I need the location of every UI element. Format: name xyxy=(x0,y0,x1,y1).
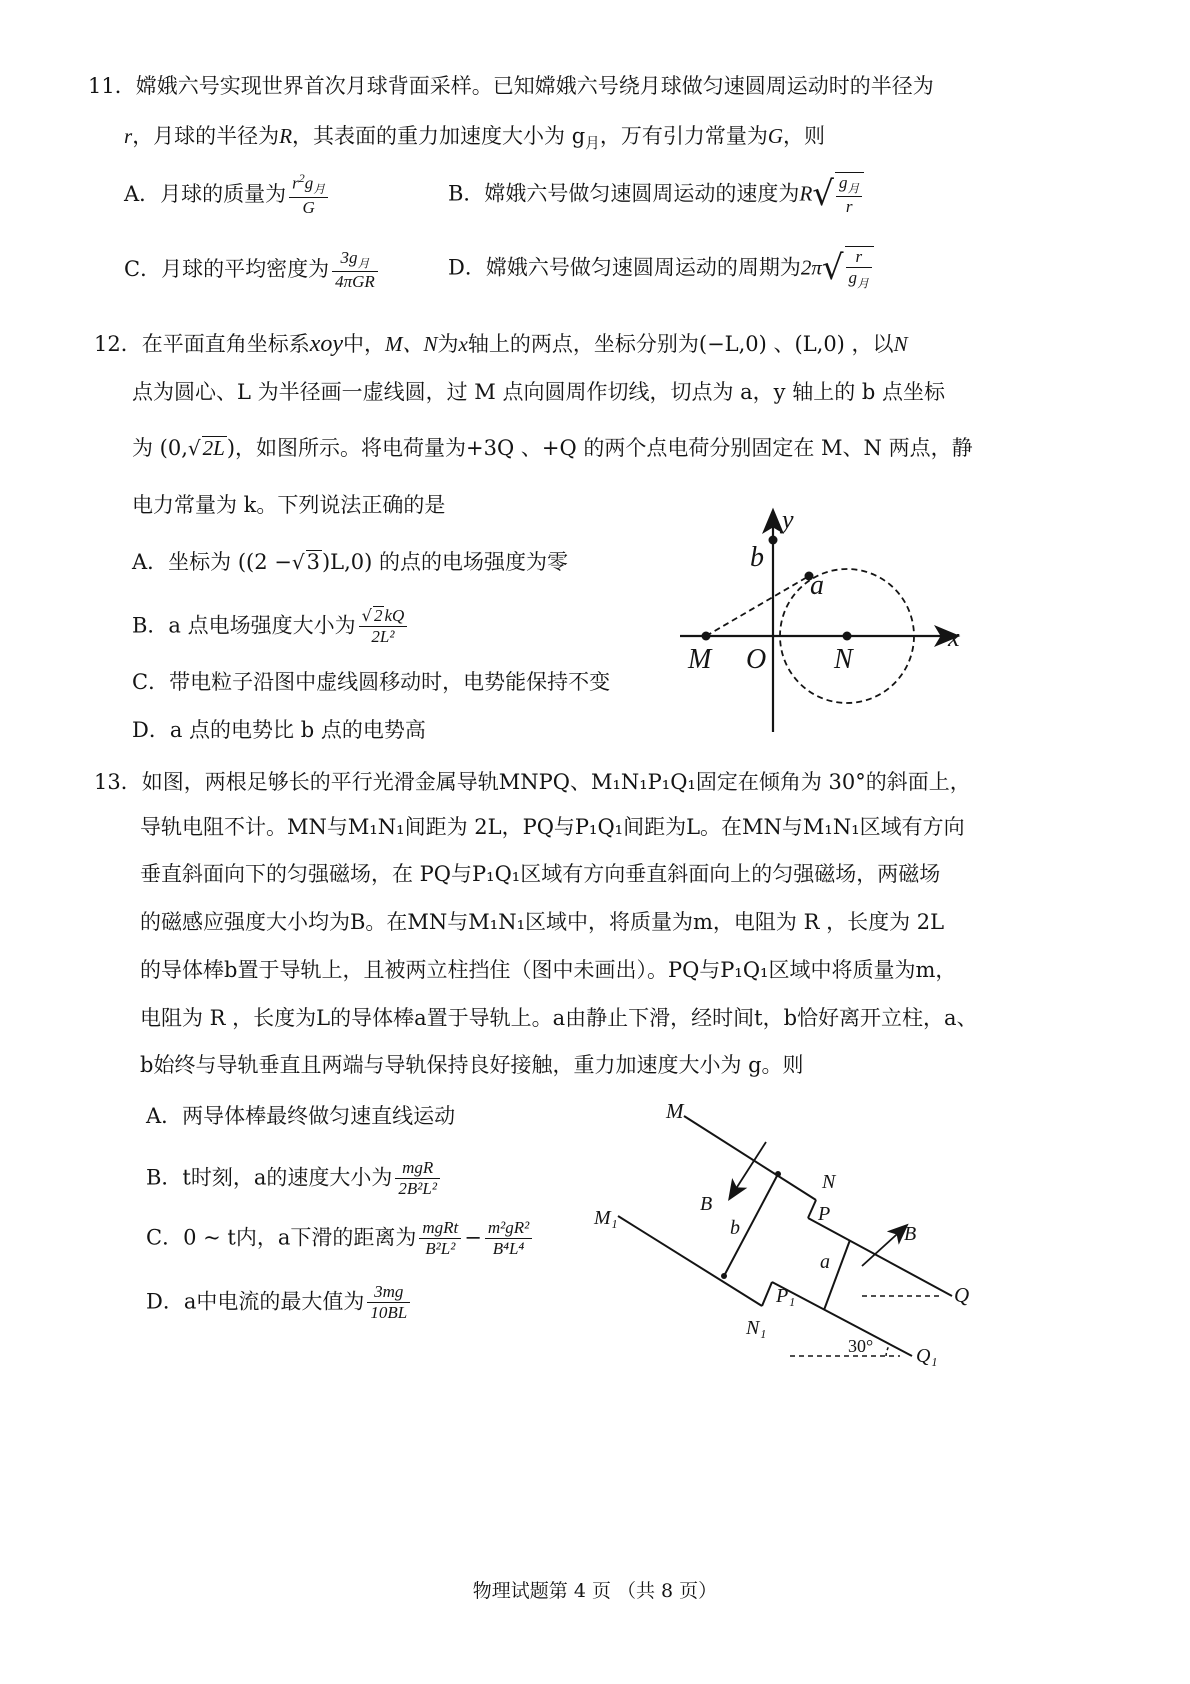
q13-label-Q1: Q₁ xyxy=(916,1345,938,1367)
q11-stem-text-1: 11．嫦娥六号实现世界首次月球背面采样。已知嫦娥六号绕月球做匀速圆周运动时的半径为 xyxy=(88,74,934,98)
q11-option-d-den: $g_月$ xyxy=(848,267,869,290)
q11-option-b: B．嫦娥六号做匀速圆周运动的速度为R√ $\frac{g_月}{r}$ xyxy=(448,172,864,217)
q13-line7: b始终与导轨垂直且两端与导轨保持良好接触，重力加速度大小为 g。则 xyxy=(140,1053,804,1077)
q11-stem-line2 xyxy=(124,124,825,153)
q11-sym-r: r xyxy=(124,124,133,148)
q13-option-b: B．t时刻，a的速度大小为 $\frac{\text{mgR}}{\text{2B²L²}}$ xyxy=(146,1158,443,1198)
q12-label-x: x xyxy=(948,623,960,652)
q12-option-a-sqrt: 3 xyxy=(306,550,320,574)
q12-option-b-frac xyxy=(359,606,408,646)
q12-line3: 为 (0,√2L)，如图所示。将电荷量为+3Q 、+Q 的两个点电荷分别固定在 M、N 两点，静 xyxy=(132,436,973,460)
q13-label-N1: N₁ xyxy=(746,1317,767,1339)
q12-line1-a: 12．在平面直角坐标系 xyxy=(94,332,310,356)
q11-option-b-num: $g_月$ xyxy=(836,173,862,197)
q12-line1-xoy: xoy xyxy=(309,331,344,357)
q13-label-rod-b: b xyxy=(730,1217,740,1239)
q13-label-rod-a: a xyxy=(820,1251,830,1273)
q11-option-c xyxy=(124,248,381,292)
q11-option-d-num: r xyxy=(846,247,872,268)
q12-label-N: N xyxy=(834,644,853,675)
q12-option-b: B．a 点电场强度大小为 $\frac{√ 2 kQ}{\text{2L²}}$ xyxy=(132,606,410,646)
q11-stem-text-2c: ，万有引力常量为 xyxy=(599,124,768,148)
q13-option-d: D．a中电流的最大值为 $\frac{3mg}{10BL}$ xyxy=(146,1282,413,1322)
q12-label-M: M xyxy=(688,644,712,675)
q12-line2-text: 点为圆心、L 为半径画一虚线圆，过 M 点向圆周作切线，切点为 a，y 轴上的 b 点坐标 xyxy=(132,380,945,404)
q13-line4: 的磁感应强度大小均为B。在MN与M₁N₁区域中，将质量为m，电阻为 R ，长度为 2L xyxy=(140,910,945,934)
q11-stem-text-2d: ，则 xyxy=(783,124,826,148)
q11-stem-text-2b: ，其表面的重力加速度大小为 g xyxy=(292,124,586,148)
q11-option-b-den: r xyxy=(845,197,853,217)
q13-option-c-frac2: $\frac{\text{m²gR²}}{\text{B⁴L⁴}}$ xyxy=(485,1218,532,1258)
q12-option-a: A．坐标为 ((2 −√3)L,0) 的点的电场强度为零 xyxy=(132,550,568,574)
q11-option-c-frac xyxy=(332,248,378,292)
q12-option-b-den: 2L² xyxy=(371,626,395,646)
q11-sym-G: G xyxy=(767,124,784,148)
q13-option-b-frac: $\frac{\text{mgR}}{\text{2B²L²}}$ xyxy=(395,1158,440,1198)
page-footer-text: 物理试题第 4 页 （共 8 页） xyxy=(472,1580,718,1602)
q13-line6: 电阻为 R ，长度为L的导体棒a置于导轨上。a由静止下滑，经时间t，b恰好离开立柱，a、 xyxy=(140,1006,978,1030)
q12-line4 xyxy=(132,493,445,518)
q12-option-c xyxy=(132,670,610,695)
q11-option-d: D．嫦娥六号做匀速圆周运动的周期为2π√ $\frac{r}{g_月}$ xyxy=(448,246,874,291)
q13-line2: 导轨电阻不计。MN与M₁N₁间距为 2L，PQ与P₁Q₁间距为L。在MN与M₁N₁区域有方向 xyxy=(140,815,965,839)
q12-line2 xyxy=(132,380,945,405)
q12-line1: 12．在平面直角坐标系xoy中，M、N为x轴上的两点，坐标分别为(−L,0) 、(L,0) ，以N xyxy=(94,331,908,357)
q12-option-c-text: C．带电粒子沿图中虚线圆移动时，电势能保持不变 xyxy=(132,670,611,694)
q13-angle-arc xyxy=(886,1344,890,1356)
q11-sym-R: R xyxy=(279,124,293,148)
q11-option-c-num: $3g_月$ xyxy=(332,248,378,272)
q13-option-c-frac1: $\frac{\text{mgRt}}{\text{B²L²}}$ xyxy=(419,1218,461,1258)
q11-option-d-text: D．嫦娥六号做匀速圆周运动的周期为 xyxy=(448,255,801,280)
q12-line3-sqrt: 2L xyxy=(202,436,225,460)
q13-label-B-up: B xyxy=(904,1223,917,1245)
q12-label-a: a xyxy=(810,570,824,601)
q12-label-y: y xyxy=(782,505,794,534)
q13-option-c: C．0 ~ t内，a下滑的距离为 $\frac{\text{mgRt}}{\text{B²L²}}$ − $\frac{\text{m²gR²}}{\text{B⁴L⁴}}$ xyxy=(146,1218,535,1258)
q12-option-d-text: D．a 点的电势比 b 点的电势高 xyxy=(132,718,426,742)
q12-option-d xyxy=(132,718,426,743)
q11-option-d-2pi: 2π xyxy=(800,255,822,280)
q13-rail-MN xyxy=(684,1116,816,1200)
q13-label-M: M xyxy=(666,1099,684,1123)
q11-stem-sub-yue: 月 xyxy=(585,135,600,153)
q13-figure xyxy=(590,1094,990,1374)
q11-option-b-R: R xyxy=(799,181,813,206)
q12-label-b: b xyxy=(750,542,764,573)
q13-label-B-down: B xyxy=(700,1193,713,1215)
q12-point-b xyxy=(769,536,778,545)
q12-line4-text: 电力常量为 k。下列说法正确的是 xyxy=(132,493,446,517)
q13-option-a: A．两导体棒最终做匀速直线运动 xyxy=(146,1104,456,1128)
q12-figure xyxy=(670,500,970,740)
q13-rail-M1N1 xyxy=(618,1216,762,1306)
q13-rail-step-N1P1 xyxy=(762,1282,772,1306)
q13-line5: 的导体棒b置于导轨上，且被两立柱挡住（图中未画出）。PQ与P₁Q₁区域中将质量为m， xyxy=(140,958,957,982)
q11-option-b-sqrt xyxy=(835,172,864,217)
q13-label-Q: Q xyxy=(954,1283,970,1307)
q13-field-arrow-down xyxy=(730,1142,766,1198)
q11-option-a-den: G xyxy=(302,197,315,217)
q13-label-P: P xyxy=(818,1203,831,1225)
q13-label-angle: 30° xyxy=(848,1336,874,1356)
q12-option-b-num: √ 2 kQ xyxy=(359,606,408,627)
q11-stem-text-2a: ，月球的半径为 xyxy=(132,124,280,148)
q12-tangent-line xyxy=(706,576,809,636)
q13-label-P1: P₁ xyxy=(776,1285,796,1307)
q13-line3: 垂直斜面向下的匀强磁场，在 PQ与P₁Q₁区域有方向垂直斜面向上的匀强磁场，两磁场 xyxy=(140,862,941,886)
q13-rail-step-NP xyxy=(808,1200,816,1218)
q12-point-N xyxy=(843,632,852,641)
q11-stem-line1 xyxy=(88,74,934,99)
q11-option-d-sqrt xyxy=(845,246,874,291)
q11-option-c-den: 4πGR xyxy=(335,272,375,292)
q12-point-M xyxy=(702,632,711,641)
q11-option-a-num: $r^2g_月$ xyxy=(289,172,328,198)
q13-option-d-frac: $\frac{3mg}{10BL}$ xyxy=(367,1282,410,1322)
q11-option-a-text: A．月球的质量为 xyxy=(124,182,287,207)
q11-option-c-text: C．月球的平均密度为 xyxy=(124,257,330,282)
q11-option-a xyxy=(124,172,331,217)
q13-label-N: N xyxy=(822,1171,836,1193)
q11-option-b-text: B．嫦娥六号做匀速圆周运动的速度为 xyxy=(448,181,800,206)
q11-option-a-frac xyxy=(289,172,328,217)
page-footer xyxy=(0,1580,1190,1603)
q13-label-M1: M₁ xyxy=(594,1207,618,1229)
q13-line1: 13．如图，两根足够长的平行光滑金属导轨MNPQ、M₁N₁P₁Q₁固定在倾角为 30°的斜面上， xyxy=(94,770,971,794)
q12-label-O: O xyxy=(746,644,767,675)
